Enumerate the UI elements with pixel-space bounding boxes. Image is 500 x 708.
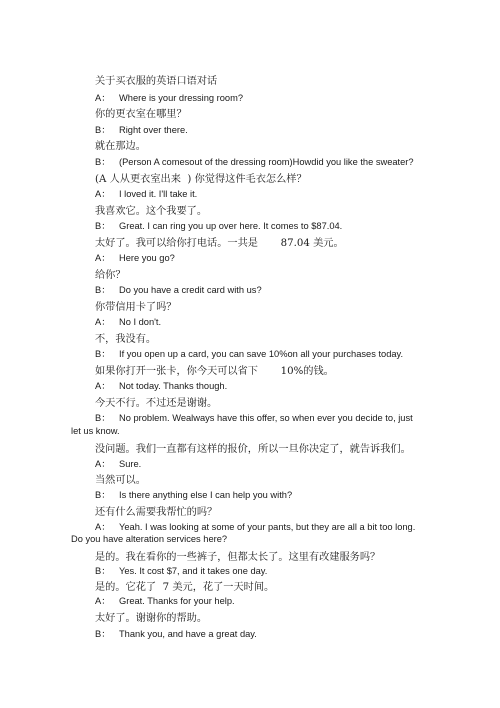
- dialogue-line: [95, 282, 262, 296]
- translation-line: [95, 105, 187, 120]
- line-text: (Person A comesout of the dressing room)Howdid you like the sweater?: [119, 157, 414, 167]
- line-text: Right over there.: [119, 125, 188, 135]
- translation-line: [95, 170, 307, 185]
- dialogue-line: [95, 218, 342, 232]
- speaker-label: A：: [95, 596, 111, 606]
- line-text: Sure.: [119, 459, 142, 469]
- dialogue-line: [95, 593, 235, 607]
- speaker-label: A：: [95, 459, 111, 469]
- line-text: Great. Thanks for your help.: [119, 596, 235, 606]
- speaker-label: A：: [95, 317, 111, 327]
- line-text: Is there anything else I can help you with?: [119, 490, 293, 500]
- line-text: 今天不行。不过还是谢谢。: [95, 398, 218, 409]
- dialogue-line: [95, 154, 414, 168]
- line-text: 如果你打开一张卡，你今天可以省下 10%的钱。: [95, 366, 334, 377]
- line-text: Do you have alteration services here?: [71, 534, 228, 544]
- speaker-label: A：: [95, 522, 111, 532]
- line-text: No I don't.: [119, 317, 162, 327]
- dialogue-line: [71, 534, 227, 544]
- line-text: 当然可以。: [95, 475, 146, 486]
- line-text: If you open up a card, you can save 10%on all your purchases today.: [119, 349, 404, 359]
- speaker-label: A：: [95, 253, 111, 263]
- speaker-label: B：: [95, 125, 111, 135]
- line-text: 你带信用卡了吗？: [95, 302, 177, 313]
- line-text: 是的。它花了 7 美元，花了一天时间。: [95, 582, 275, 593]
- dialogue-line: [95, 410, 413, 424]
- speaker-label: B：: [95, 157, 111, 167]
- dialogue-line: [95, 563, 267, 577]
- line-text: Do you have a credit card with us?: [119, 285, 262, 295]
- line-text: Thank you, and have a great day.: [119, 629, 257, 639]
- speaker-label: B：: [95, 413, 111, 423]
- line-text: 太好了。我可以给你打电话。一共是 87.04 美元。: [95, 238, 344, 249]
- translation-line: [95, 548, 380, 563]
- speaker-label: B：: [95, 221, 111, 231]
- line-text: let us know.: [71, 426, 120, 436]
- dialogue-line: [95, 519, 415, 533]
- line-text: 就在那边。: [95, 141, 146, 152]
- dialogue-line: [95, 626, 257, 640]
- line-text: 我喜欢它。这个我要了。: [95, 206, 208, 217]
- line-text: 是的。我在看你的一些裤子，但都太长了。这里有改建服务吗？: [95, 552, 381, 563]
- translation-line: [95, 578, 274, 593]
- line-text: No problem. Wealways have this offer, so when ever you decide to, just: [119, 413, 413, 423]
- speaker-label: A：: [95, 381, 111, 391]
- line-text: 你的更衣室在哪里？: [95, 109, 187, 120]
- line-text: Great. I can ring you up over here. It comes to $87.04.: [119, 221, 343, 231]
- dialogue-line: [95, 122, 188, 136]
- translation-line: [95, 330, 156, 345]
- translation-line: [95, 234, 344, 249]
- speaker-label: B：: [95, 629, 111, 639]
- dialogue-line: [95, 314, 161, 328]
- line-text: I loved it. I'll take it.: [119, 189, 198, 199]
- line-text: 没问题。我们一直都有这样的报价，所以一旦你决定了，就告诉我们。: [95, 444, 411, 455]
- translation-line: [95, 266, 126, 281]
- line-text: 还有什么需要我帮忙的吗？: [95, 507, 218, 518]
- dialogue-line: [95, 250, 175, 264]
- line-text: 不，我没有。: [95, 334, 157, 345]
- dialogue-line: [95, 378, 227, 392]
- dialogue-line: [95, 346, 403, 360]
- dialogue-line: [95, 186, 197, 200]
- document-title: 关于买衣服的英语口语对话: [95, 76, 218, 87]
- dialogue-line: [71, 426, 120, 436]
- speaker-label: B：: [95, 566, 111, 576]
- line-text: Where is your dressing room?: [119, 93, 244, 103]
- translation-line: [95, 609, 207, 624]
- line-text: Here you go?: [119, 253, 175, 263]
- dialogue-line: [95, 456, 141, 470]
- translation-line: [95, 202, 207, 217]
- dialogue-line: [95, 90, 243, 104]
- speaker-label: A：: [95, 189, 111, 199]
- translation-line: [95, 440, 411, 455]
- speaker-label: A：: [95, 93, 111, 103]
- translation-line: [95, 362, 334, 377]
- line-text: Yes. It cost $7, and it takes one day.: [119, 566, 268, 576]
- dialogue-line: [95, 487, 292, 501]
- speaker-label: B：: [95, 490, 111, 500]
- line-text: Yeah. I was looking at some of your pants, but they are all a bit too long.: [119, 522, 416, 532]
- translation-line: [95, 394, 217, 409]
- translation-line: [95, 137, 146, 152]
- speaker-label: B：: [95, 349, 111, 359]
- speaker-label: B：: [95, 285, 111, 295]
- translation-line: [95, 471, 146, 486]
- line-text: 太好了。谢谢你的帮助。: [95, 613, 208, 624]
- line-text: (A 人从更衣室出来 ) 你觉得这件毛衣怎么样？: [95, 174, 307, 185]
- translation-line: [95, 298, 177, 313]
- translation-line: [95, 503, 217, 518]
- line-text: 给你？: [95, 270, 126, 281]
- line-text: Not today. Thanks though.: [119, 381, 228, 391]
